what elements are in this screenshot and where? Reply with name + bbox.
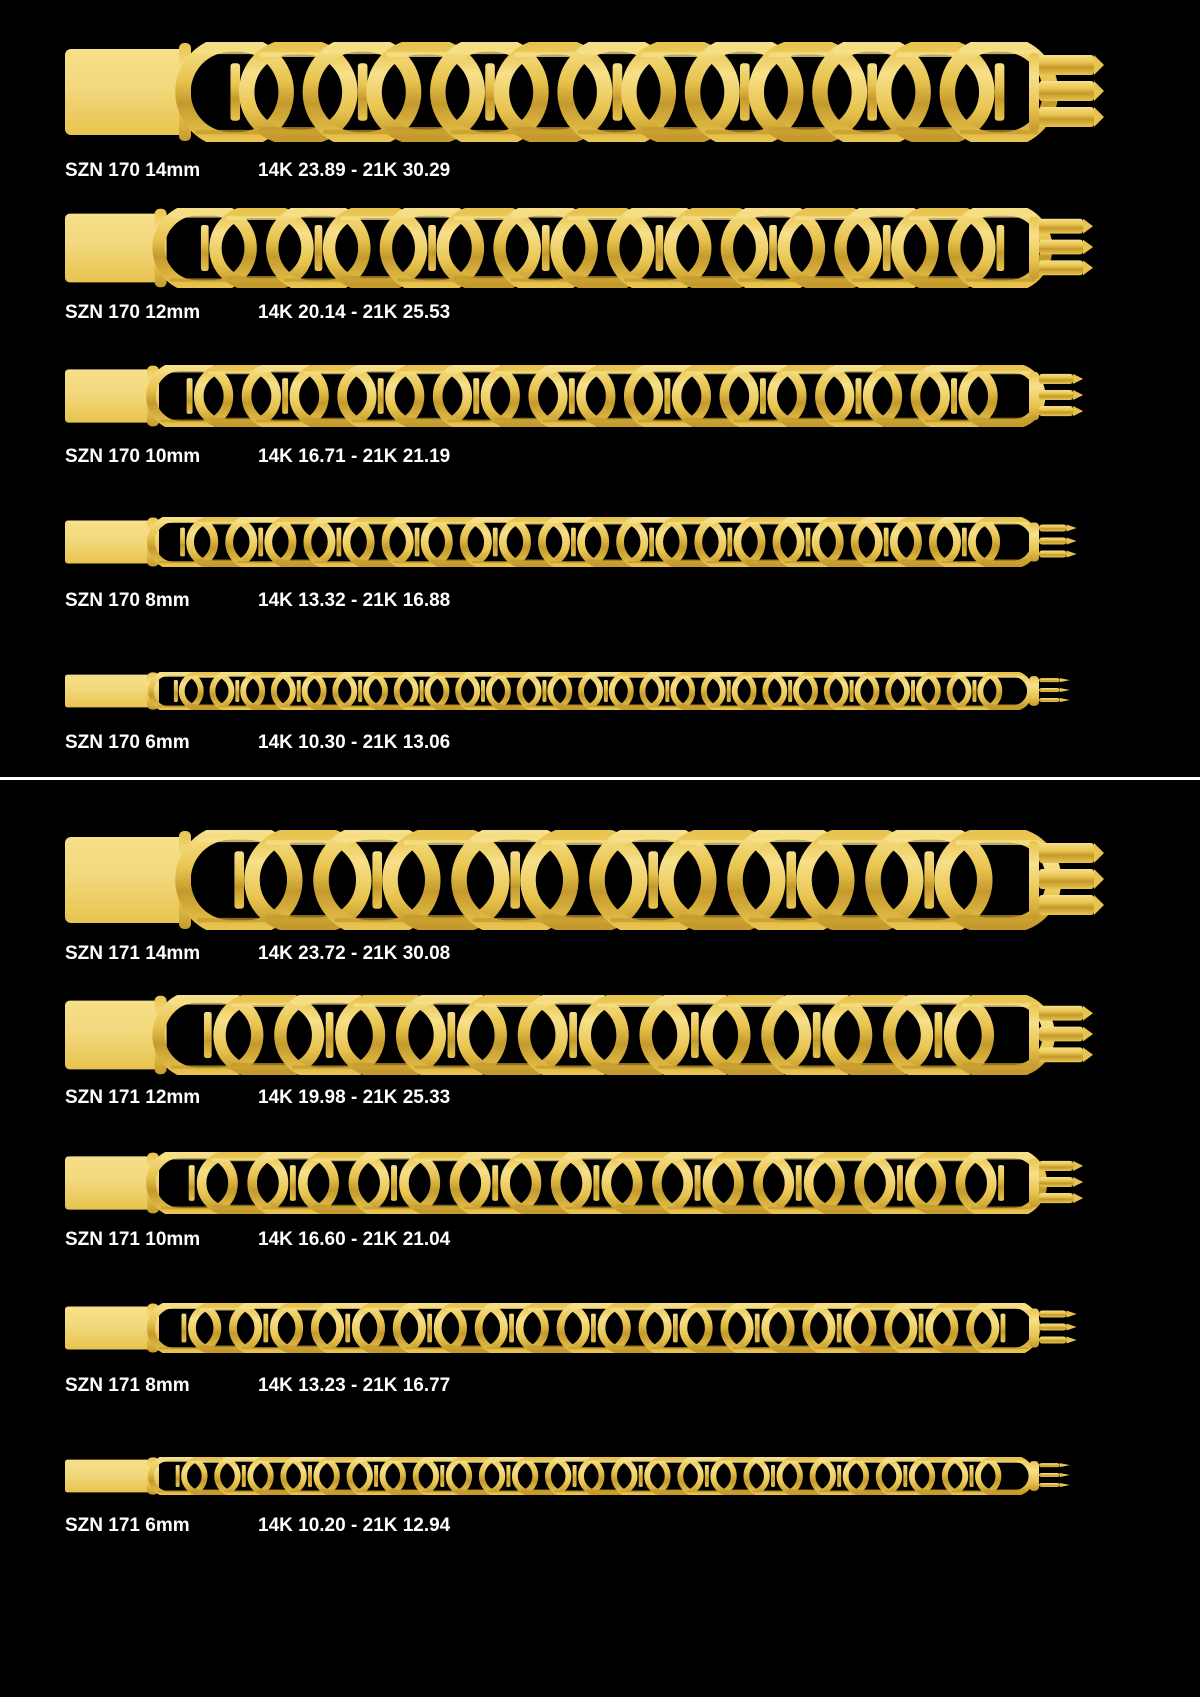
chain-weight-label: 14K 13.32 - 21K 16.88 bbox=[258, 590, 451, 611]
chain-weight-label: 14K 16.60 - 21K 21.04 bbox=[258, 1229, 451, 1250]
chain-weight-label: 14K 13.23 - 21K 16.77 bbox=[258, 1375, 451, 1396]
chain-weight-label: 14K 23.89 - 21K 30.29 bbox=[258, 160, 451, 181]
chain-code-label: SZN 171 12mm bbox=[65, 1087, 201, 1108]
chain-code-label: SZN 171 14mm bbox=[65, 943, 201, 964]
chain-illustration bbox=[0, 1152, 1200, 1214]
chain-illustration bbox=[0, 1457, 1200, 1495]
chain-weight-label: 14K 10.30 - 21K 13.06 bbox=[258, 732, 451, 753]
chain-weight-label: 14K 20.14 - 21K 25.53 bbox=[258, 302, 451, 323]
chain-illustration bbox=[0, 995, 1200, 1075]
chain-weight-label: 14K 23.72 - 21K 30.08 bbox=[258, 943, 451, 964]
group-divider bbox=[0, 777, 1200, 780]
chain-code-label: SZN 171 6mm bbox=[65, 1515, 190, 1536]
chain-code-label: SZN 170 10mm bbox=[65, 446, 201, 467]
chain-weight-label: 14K 16.71 - 21K 21.19 bbox=[258, 446, 451, 467]
chain-code-label: SZN 170 6mm bbox=[65, 732, 190, 753]
chain-weight-label: 14K 19.98 - 21K 25.33 bbox=[258, 1087, 451, 1108]
chain-code-label: SZN 170 8mm bbox=[65, 590, 190, 611]
chain-illustration bbox=[0, 42, 1200, 142]
chain-illustration bbox=[0, 208, 1200, 288]
chain-code-label: SZN 170 14mm bbox=[65, 160, 201, 181]
chain-code-label: SZN 170 12mm bbox=[65, 302, 201, 323]
chain-illustration bbox=[0, 365, 1200, 427]
chain-code-label: SZN 171 8mm bbox=[65, 1375, 190, 1396]
chain-illustration bbox=[0, 672, 1200, 710]
chain-illustration bbox=[0, 830, 1200, 930]
chain-illustration bbox=[0, 1303, 1200, 1353]
chain-code-label: SZN 171 10mm bbox=[65, 1229, 201, 1250]
chain-weight-label: 14K 10.20 - 21K 12.94 bbox=[258, 1515, 451, 1536]
chain-illustration bbox=[0, 517, 1200, 567]
